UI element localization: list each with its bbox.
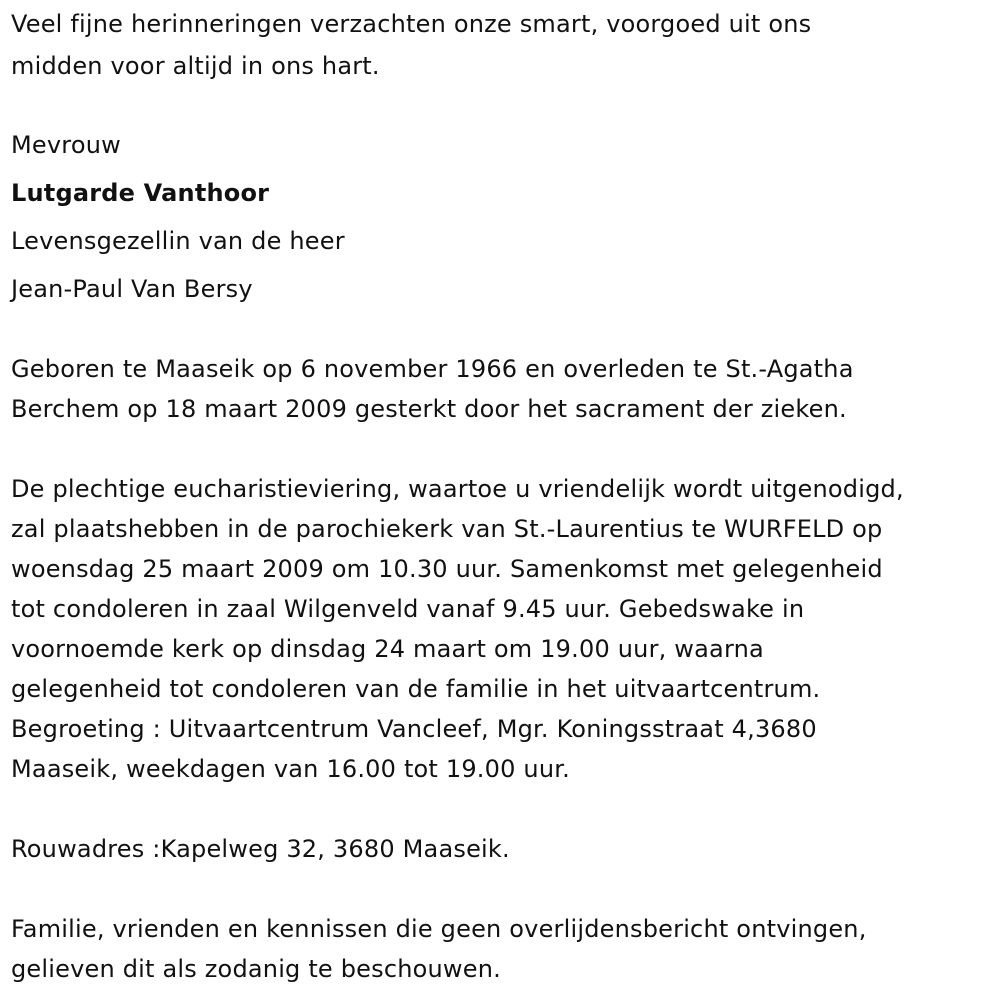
birth-death-line-2: Berchem op 18 maart 2009 gesterkt door het sacrament der zieken. xyxy=(11,395,847,423)
intro-line-1: Veel fijne herinneringen verzachten onze smart, voorgoed uit ons xyxy=(11,10,812,38)
ceremony-line: Maaseik, weekdagen van 16.00 tot 19.00 uur. xyxy=(11,755,570,783)
mourning-address: Rouwadres :Kapelweg 32, 3680 Maaseik. xyxy=(11,835,510,863)
closing-line-2: gelieven dit als zodanig te beschouwen. xyxy=(11,955,501,983)
intro-line-2: midden voor altijd in ons hart. xyxy=(11,52,380,80)
birth-death-line-1: Geboren te Maaseik op 6 november 1966 en overleden te St.-Agatha xyxy=(11,355,854,383)
closing-line-1: Familie, vrienden en kennissen die geen overlijdensbericht ontvingen, xyxy=(11,915,867,943)
person-relation: Levensgezellin van de heer xyxy=(11,227,345,255)
person-title: Mevrouw xyxy=(11,131,121,159)
ceremony-line: woensdag 25 maart 2009 om 10.30 uur. Samenkomst met gelegenheid xyxy=(11,555,883,583)
ceremony-line: voornoemde kerk op dinsdag 24 maart om 19.00 uur, waarna xyxy=(11,635,764,663)
ceremony-line: gelegenheid tot condoleren van de familie in het uitvaartcentrum. xyxy=(11,675,821,703)
ceremony-line: Begroeting : Uitvaartcentrum Vancleef, Mgr. Koningsstraat 4,3680 xyxy=(11,715,817,743)
person-name: Lutgarde Vanthoor xyxy=(11,179,270,207)
ceremony-line: De plechtige eucharistieviering, waartoe u vriendelijk wordt uitgenodigd, xyxy=(11,475,904,503)
ceremony-line: tot condoleren in zaal Wilgenveld vanaf 9.45 uur. Gebedswake in xyxy=(11,595,805,623)
ceremony-line: zal plaatshebben in de parochiekerk van St.-Laurentius te WURFELD op xyxy=(11,515,883,543)
person-partner: Jean-Paul Van Bersy xyxy=(11,275,253,303)
